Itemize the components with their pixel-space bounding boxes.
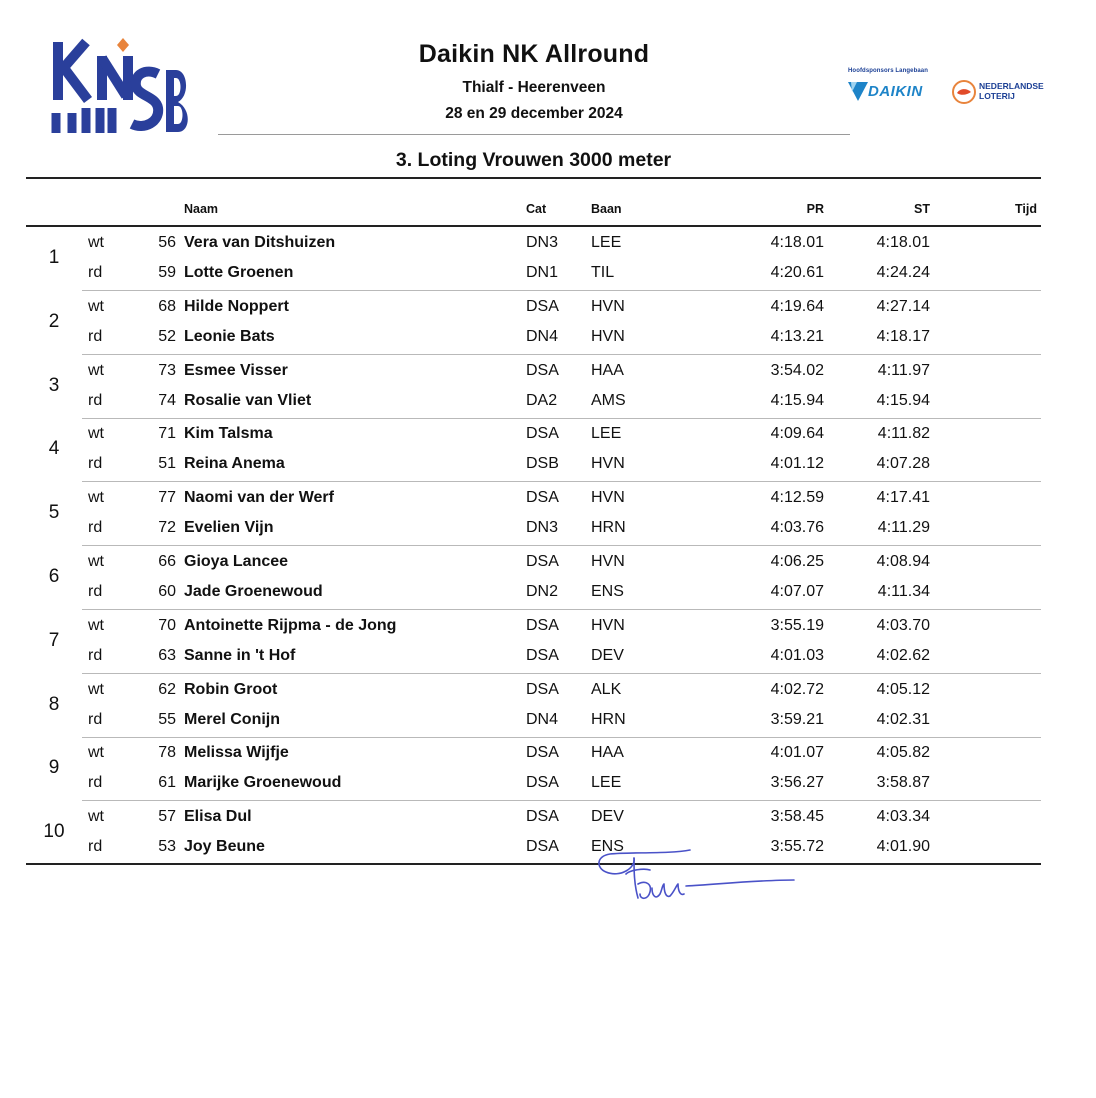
lane-label: rd xyxy=(88,646,103,664)
personal-record: 4:07.07 xyxy=(770,583,824,600)
daikin-logo-icon xyxy=(848,82,868,101)
start-number: 55 xyxy=(158,710,176,728)
skater-name: Reina Anema xyxy=(184,455,285,473)
pair-number: 9 xyxy=(48,757,60,779)
category: DN2 xyxy=(526,583,559,600)
club-track: LEE xyxy=(591,425,622,443)
club-track: LEE xyxy=(591,234,622,251)
skater-name: Melissa Wijfje xyxy=(184,744,289,762)
table-bottom-rule xyxy=(26,863,1041,865)
skater-name: Lotte Groenen xyxy=(184,264,294,281)
lane-label: rd xyxy=(88,710,103,728)
column-header-st: ST xyxy=(914,202,930,216)
category: DSA xyxy=(526,646,559,664)
skater-name: Sanne in 't Hof xyxy=(184,646,296,664)
lane-label: wt xyxy=(88,297,104,315)
club-track: AMS xyxy=(591,391,626,409)
category: DN3 xyxy=(526,234,559,251)
event-venue: Thialf - Heerenveen xyxy=(462,79,606,96)
category: DSA xyxy=(526,489,559,507)
personal-record: 4:01.12 xyxy=(770,455,824,473)
club-track: HVN xyxy=(591,489,625,507)
season-time: 4:11.29 xyxy=(877,519,930,537)
start-number: 57 xyxy=(158,808,176,826)
club-track: DEV xyxy=(591,646,624,664)
personal-record: 4:12.59 xyxy=(770,489,824,507)
club-track: HVN xyxy=(591,327,625,345)
lane-label: rd xyxy=(88,838,103,856)
club-track: TIL xyxy=(591,264,615,281)
personal-record: 4:01.03 xyxy=(770,646,824,664)
skater-name: Antoinette Rijpma - de Jong xyxy=(184,616,397,634)
start-number: 78 xyxy=(158,744,176,762)
loterij-logo-text xyxy=(979,82,1044,101)
skater-name: Elisa Dul xyxy=(184,808,252,826)
season-time: 4:18.01 xyxy=(876,234,930,251)
daikin-logo-text: DAIKIN xyxy=(868,83,923,100)
lane-label: wt xyxy=(88,425,104,443)
skater-name: Robin Groot xyxy=(184,680,278,698)
sponsor-label: Hoofdsponsors Langebaan xyxy=(848,68,928,74)
pair-divider xyxy=(82,673,1041,674)
start-number: 71 xyxy=(158,425,176,443)
start-number: 66 xyxy=(158,553,176,570)
category: DSA xyxy=(526,680,559,698)
pair-number: 2 xyxy=(48,310,60,332)
season-time: 4:17.41 xyxy=(876,489,930,507)
skater-name: Vera van Ditshuizen xyxy=(184,234,336,251)
category: DA2 xyxy=(526,391,558,409)
lane-label: wt xyxy=(88,361,104,379)
personal-record: 4:06.25 xyxy=(770,553,824,570)
pair-divider xyxy=(82,737,1041,738)
lane-label: wt xyxy=(88,744,104,762)
season-time: 4:11.82 xyxy=(877,425,930,443)
personal-record: 4:09.64 xyxy=(770,425,824,443)
lane-label: wt xyxy=(88,553,104,570)
pair-divider xyxy=(82,481,1041,482)
event-header xyxy=(218,40,850,123)
start-number: 70 xyxy=(158,616,176,634)
club-track: HAA xyxy=(591,744,624,762)
season-time: 4:01.90 xyxy=(876,838,930,856)
skater-name: Marijke Groenewoud xyxy=(184,774,342,792)
pair-number: 6 xyxy=(48,566,60,587)
personal-record: 4:19.64 xyxy=(770,297,824,315)
season-time: 4:15.94 xyxy=(876,391,930,409)
section-top-rule xyxy=(26,177,1041,179)
club-track: LEE xyxy=(591,774,622,792)
category: DSA xyxy=(526,744,559,762)
knsb-logo xyxy=(50,38,195,138)
section-title: 3. Loting Vrouwen 3000 meter xyxy=(395,149,672,171)
loterij-line-1: NEDERLANDSE xyxy=(979,81,1044,91)
pair-divider xyxy=(82,354,1041,355)
column-header-cat: Cat xyxy=(526,202,547,216)
handwritten-signature xyxy=(590,840,800,910)
start-number: 73 xyxy=(158,361,176,379)
lane-label: rd xyxy=(88,455,103,473)
season-time: 4:08.94 xyxy=(876,553,930,570)
personal-record: 4:18.01 xyxy=(770,234,824,251)
pair-number: 3 xyxy=(48,374,60,396)
club-track: ENS xyxy=(591,583,624,600)
start-number: 53 xyxy=(158,838,176,856)
pair-number: 8 xyxy=(48,693,60,715)
skater-name: Hilde Noppert xyxy=(184,297,289,315)
club-track: ENS xyxy=(591,838,624,856)
start-number: 60 xyxy=(158,583,176,600)
season-time: 4:05.82 xyxy=(876,744,930,762)
season-time: 4:11.34 xyxy=(877,583,930,600)
category: DN3 xyxy=(526,519,559,537)
skater-name: Gioya Lancee xyxy=(184,553,289,570)
start-number: 77 xyxy=(158,489,176,507)
pair-divider xyxy=(82,800,1041,801)
column-header-name: Naam xyxy=(184,202,219,216)
skater-name: Naomi van der Werf xyxy=(184,489,334,507)
category: DSA xyxy=(526,361,559,379)
skater-name: Merel Conijn xyxy=(184,710,281,728)
season-time: 4:27.14 xyxy=(876,297,930,315)
club-track: HAA xyxy=(591,361,624,379)
skater-name: Kim Talsma xyxy=(184,425,273,443)
category: DSA xyxy=(526,553,559,570)
event-title: Daikin NK Allround xyxy=(418,40,650,68)
lane-label: rd xyxy=(88,391,103,409)
skater-name: Evelien Vijn xyxy=(184,519,274,537)
pair-number: 4 xyxy=(48,438,60,460)
category: DSA xyxy=(526,425,559,443)
lane-label: rd xyxy=(88,583,103,600)
season-time: 4:05.12 xyxy=(876,680,930,698)
pair-divider xyxy=(82,609,1041,610)
category: DSA xyxy=(526,774,559,792)
season-time: 4:07.28 xyxy=(876,455,930,473)
personal-record: 3:54.02 xyxy=(770,361,824,379)
category: DN4 xyxy=(526,327,559,345)
season-time: 4:02.62 xyxy=(876,646,930,664)
skater-name: Joy Beune xyxy=(184,838,265,856)
category: DSA xyxy=(526,838,559,856)
personal-record: 4:02.72 xyxy=(770,680,824,698)
season-time: 4:02.31 xyxy=(876,710,930,728)
club-track: HVN xyxy=(591,616,625,634)
start-number: 56 xyxy=(158,234,176,251)
start-number: 62 xyxy=(158,680,176,698)
pair-divider xyxy=(82,418,1041,419)
pair-divider xyxy=(82,545,1041,546)
header-divider xyxy=(218,134,850,135)
start-number: 61 xyxy=(158,774,176,792)
category: DSB xyxy=(526,455,559,473)
start-number: 68 xyxy=(158,297,176,315)
season-time: 4:24.24 xyxy=(876,264,930,281)
season-time: 4:03.70 xyxy=(876,616,930,634)
season-time: 3:58.87 xyxy=(876,774,930,792)
skater-name: Leonie Bats xyxy=(184,327,275,345)
season-time: 4:11.97 xyxy=(877,361,930,379)
club-track: HVN xyxy=(591,455,625,473)
start-number: 52 xyxy=(158,327,176,345)
personal-record: 4:03.76 xyxy=(770,519,824,537)
personal-record: 3:55.19 xyxy=(770,616,824,634)
club-track: DEV xyxy=(591,808,624,826)
category: DN1 xyxy=(526,264,559,281)
lane-label: rd xyxy=(88,327,103,345)
lane-label: wt xyxy=(88,234,104,251)
pair-number: 7 xyxy=(48,629,60,651)
lane-label: wt xyxy=(88,808,104,826)
personal-record: 4:01.07 xyxy=(770,744,824,762)
lane-label: wt xyxy=(88,616,104,634)
column-header-time: Tijd xyxy=(1015,202,1037,216)
category: DSA xyxy=(526,808,559,826)
season-time: 4:03.34 xyxy=(876,808,930,826)
lane-label: rd xyxy=(88,519,103,537)
loterij-line-2: LOTERIJ xyxy=(979,90,1015,101)
skater-name: Jade Groenewoud xyxy=(184,583,323,600)
club-track: ALK xyxy=(591,680,622,698)
header-bottom-rule xyxy=(26,225,1041,227)
start-number: 63 xyxy=(158,646,176,664)
personal-record: 4:13.21 xyxy=(770,327,824,345)
pair-number: 10 xyxy=(43,821,65,843)
lane-label: wt xyxy=(88,489,104,507)
skater-name: Rosalie van Vliet xyxy=(184,391,312,409)
start-number: 74 xyxy=(158,391,176,409)
lane-label: rd xyxy=(88,774,103,792)
club-track: HRN xyxy=(591,519,626,537)
pair-number: 1 xyxy=(48,247,60,268)
start-number: 72 xyxy=(158,519,176,537)
lane-label: rd xyxy=(88,264,103,281)
category: DSA xyxy=(526,616,559,634)
season-time: 4:18.17 xyxy=(876,327,930,345)
pair-number: 5 xyxy=(48,502,60,524)
personal-record: 4:20.61 xyxy=(770,264,824,281)
lane-label: wt xyxy=(88,680,104,698)
event-dates: 28 en 29 december 2024 xyxy=(445,105,623,122)
column-header-track: Baan xyxy=(591,202,622,216)
personal-record: 3:55.72 xyxy=(770,838,824,856)
category: DN4 xyxy=(526,710,559,728)
pair-divider xyxy=(82,290,1041,291)
skater-name: Esmee Visser xyxy=(184,361,288,379)
category: DSA xyxy=(526,297,559,315)
club-track: HVN xyxy=(591,297,625,315)
personal-record: 3:59.21 xyxy=(770,710,824,728)
personal-record: 4:15.94 xyxy=(770,391,824,409)
column-header-pr: PR xyxy=(806,202,824,216)
start-number: 59 xyxy=(158,264,176,281)
club-track: HVN xyxy=(591,553,625,570)
personal-record: 3:58.45 xyxy=(770,808,824,826)
start-number: 51 xyxy=(158,455,176,473)
personal-record: 3:56.27 xyxy=(770,774,824,792)
loterij-logo-icon xyxy=(952,80,976,104)
club-track: HRN xyxy=(591,710,626,728)
